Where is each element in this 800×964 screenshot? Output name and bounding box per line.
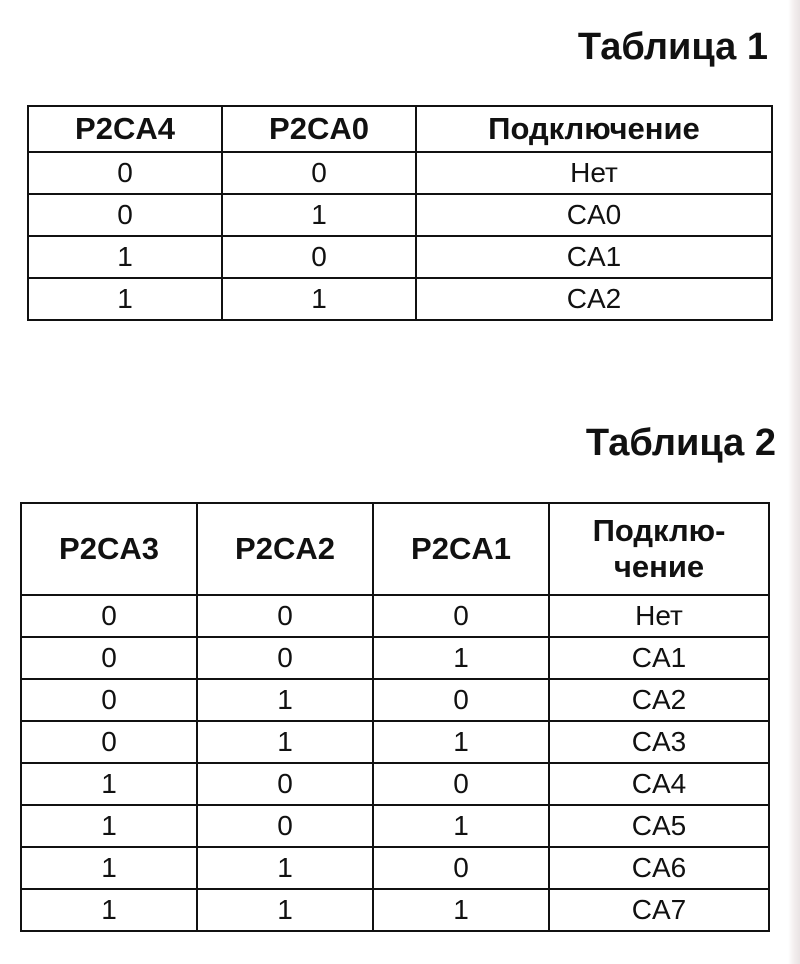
table2-row [21, 763, 769, 805]
table2-title: Таблица 2 [585, 422, 776, 464]
table2-row [21, 637, 769, 679]
table1-cell: 1 [28, 278, 222, 320]
table2-cell: CA4 [549, 763, 769, 805]
table1 [27, 105, 773, 321]
table2-row [21, 721, 769, 763]
table1-row [28, 152, 772, 194]
table1-row [28, 194, 772, 236]
table1-cell: 0 [28, 152, 222, 194]
table2-header-cell-connection [549, 503, 769, 595]
table2-cell: 0 [21, 679, 197, 721]
table2-header-cell: P2CA2 [197, 503, 373, 595]
table2-cell: Нет [549, 595, 769, 637]
table2-cell: 1 [373, 637, 549, 679]
table1-cell: 0 [222, 152, 416, 194]
table2-header-cell: P2CA3 [21, 503, 197, 595]
table1-cell: 0 [28, 194, 222, 236]
table2-cell: 1 [197, 847, 373, 889]
table1-header-cell: Подключение [416, 106, 772, 152]
table2-cell: 0 [373, 595, 549, 637]
header-line-2: чение [613, 549, 705, 584]
table2-row [21, 889, 769, 931]
table1-cell: CA2 [416, 278, 772, 320]
table2-cell: 1 [21, 847, 197, 889]
header-line-1: Подклю- [592, 513, 726, 548]
table2-cell: 0 [197, 805, 373, 847]
table2-cell: 1 [373, 889, 549, 931]
table2-cell: 1 [197, 721, 373, 763]
table1-row [28, 278, 772, 320]
table2-row [21, 805, 769, 847]
table2-cell: 1 [373, 721, 549, 763]
table2-row [21, 679, 769, 721]
table1-header-cell: P2CA0 [222, 106, 416, 152]
table1-cell: 1 [222, 278, 416, 320]
table2-cell: 0 [21, 637, 197, 679]
table1-cell: 0 [222, 236, 416, 278]
table2-cell: 0 [197, 595, 373, 637]
table2-cell: CA1 [549, 637, 769, 679]
table2-cell: CA7 [549, 889, 769, 931]
table1-cell: 1 [222, 194, 416, 236]
table2-header-cell: P2CA1 [373, 503, 549, 595]
table1-header-row [28, 106, 772, 152]
table2-cell: 0 [373, 679, 549, 721]
table1-row [28, 236, 772, 278]
table2-cell: CA6 [549, 847, 769, 889]
table1-cell: 1 [28, 236, 222, 278]
table2-cell: 0 [21, 721, 197, 763]
table2-cell: 0 [197, 637, 373, 679]
table2-cell: CA5 [549, 805, 769, 847]
table2-cell: 1 [373, 805, 549, 847]
table2-cell: 1 [197, 679, 373, 721]
table2-cell: 0 [197, 763, 373, 805]
table2-cell: 0 [373, 763, 549, 805]
page-edge [788, 0, 800, 964]
table2-cell: 1 [197, 889, 373, 931]
table2-cell: 0 [373, 847, 549, 889]
table2-cell: CA3 [549, 721, 769, 763]
table2-cell: CA2 [549, 679, 769, 721]
table1-cell: Нет [416, 152, 772, 194]
table1-header-cell: P2CA4 [28, 106, 222, 152]
table1-cell: CA1 [416, 236, 772, 278]
table2-row [21, 847, 769, 889]
table2-cell: 1 [21, 763, 197, 805]
table2 [20, 502, 770, 932]
table2-cell: 1 [21, 805, 197, 847]
table1-title: Таблица 1 [577, 26, 768, 68]
table2-cell: 0 [21, 595, 197, 637]
table2-header-row [21, 503, 769, 595]
table1-cell: CA0 [416, 194, 772, 236]
table2-cell: 1 [21, 889, 197, 931]
table2-row [21, 595, 769, 637]
